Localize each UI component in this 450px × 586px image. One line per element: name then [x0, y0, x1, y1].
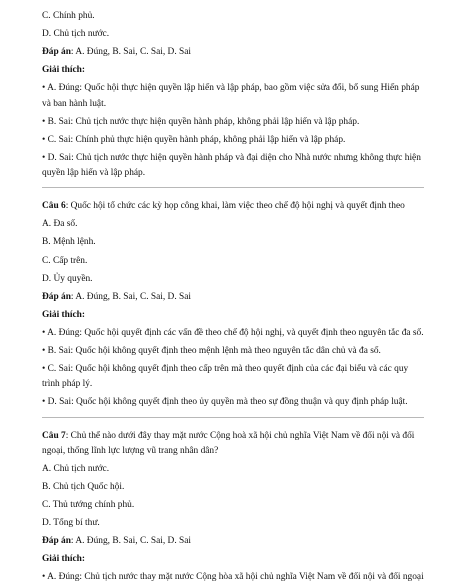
option-d: D. Ủy quyền. [42, 273, 93, 284]
option-a: A. Chủ tịch nước. [42, 463, 110, 474]
divider [42, 417, 424, 418]
answer-line [42, 290, 424, 305]
question-stem: : Chủ thể nào dưới đây thay mặt nước Cộng hoà xã hội chủ nghĩa Việt Nam về đối nội và đối ngoại, thống lĩnh lực lượng vũ trang nhân dân? [42, 430, 415, 456]
option-c: C. Chính phủ. [42, 11, 95, 21]
explanation-bullet: • C. Sai: Quốc hội không quyết định theo cấp trên mà theo quyết định của các đại biểu và các quy trình pháp lý. [42, 364, 409, 390]
explanation-bullet: • D. Sai: Quốc hội không quyết định theo ủy quyền mà theo sự đồng thuận và quy định pháp luật. [42, 397, 408, 408]
explanation-heading: Giải thích: [42, 65, 85, 76]
answer-label: Đáp án [42, 291, 71, 302]
option-b: B. Mệnh lệnh. [42, 237, 96, 248]
explanation-bullet: • C. Sai: Chính phủ thực hiện quyền hành pháp, không phải lập hiến và lập pháp. [42, 134, 346, 145]
divider [42, 187, 424, 188]
answer-line [42, 45, 424, 60]
option-d: D. Chủ tịch nước. [42, 29, 110, 40]
question-7 [42, 429, 424, 586]
question-number: Câu 7 [42, 430, 66, 441]
question-text [42, 199, 424, 214]
option-d: D. Tổng bí thư. [42, 518, 100, 529]
explanation-bullet: • B. Sai: Chủ tịch nước thực hiện quyền hành pháp, không phải lập hiến và lập pháp. [42, 116, 360, 127]
question-text [42, 429, 424, 459]
explanation-bullet: • A. Đúng: Chủ tịch nước thay mặt nước Cộng hòa xã hội chủ nghĩa Việt Nam về đối nội và đối ngoại [42, 572, 424, 583]
question-stem: : Quốc hội tổ chức các kỳ họp công khai, làm việc theo chế độ hội nghị và quyết định theo [65, 201, 405, 212]
question-6 [42, 199, 424, 410]
answer-text: : A. Đúng, B. Sai, C. Sai, D. Sai [70, 291, 191, 302]
explanation-heading: Giải thích: [42, 554, 85, 565]
question-number: Câu 6 [42, 201, 66, 212]
explanation-bullet: • B. Sai: Quốc hội không quyết định theo mệnh lệnh mà theo nguyên tắc dân chủ và đa số. [42, 346, 381, 357]
option-a: A. Đa số. [42, 219, 78, 230]
answer-line [42, 534, 424, 549]
answer-text: : A. Đúng, B. Sai, C. Sai, D. Sai [70, 536, 191, 547]
option-c: C. Thủ tướng chính phủ. [42, 500, 135, 511]
explanation-bullet: • A. Đúng: Quốc hội thực hiện quyền lập hiến và lập pháp, bao gồm việc sửa đổi, bổ sung Hiến pháp và ban hành luật. [42, 83, 420, 109]
answer-label: Đáp án [42, 47, 71, 58]
explanation-heading: Giải thích: [42, 309, 85, 320]
option-c: C. Cấp trên. [42, 255, 88, 266]
option-b: B. Chủ tịch Quốc hội. [42, 482, 125, 492]
answer-text: : A. Đúng, B. Sai, C. Sai, D. Sai [70, 47, 191, 58]
question-5-tail [42, 9, 424, 181]
answer-label: Đáp án [42, 536, 71, 547]
explanation-bullet: • D. Sai: Chủ tịch nước thực hiện quyền hành pháp và đại diện cho Nhà nước nhưng không thực hiện quyền lập hiến và lập pháp. [42, 152, 421, 179]
explanation-bullet: • A. Đúng: Quốc hội quyết định các vấn đề theo chế độ hội nghị, và quyết định theo nguyên tắc đa số. [42, 327, 424, 338]
